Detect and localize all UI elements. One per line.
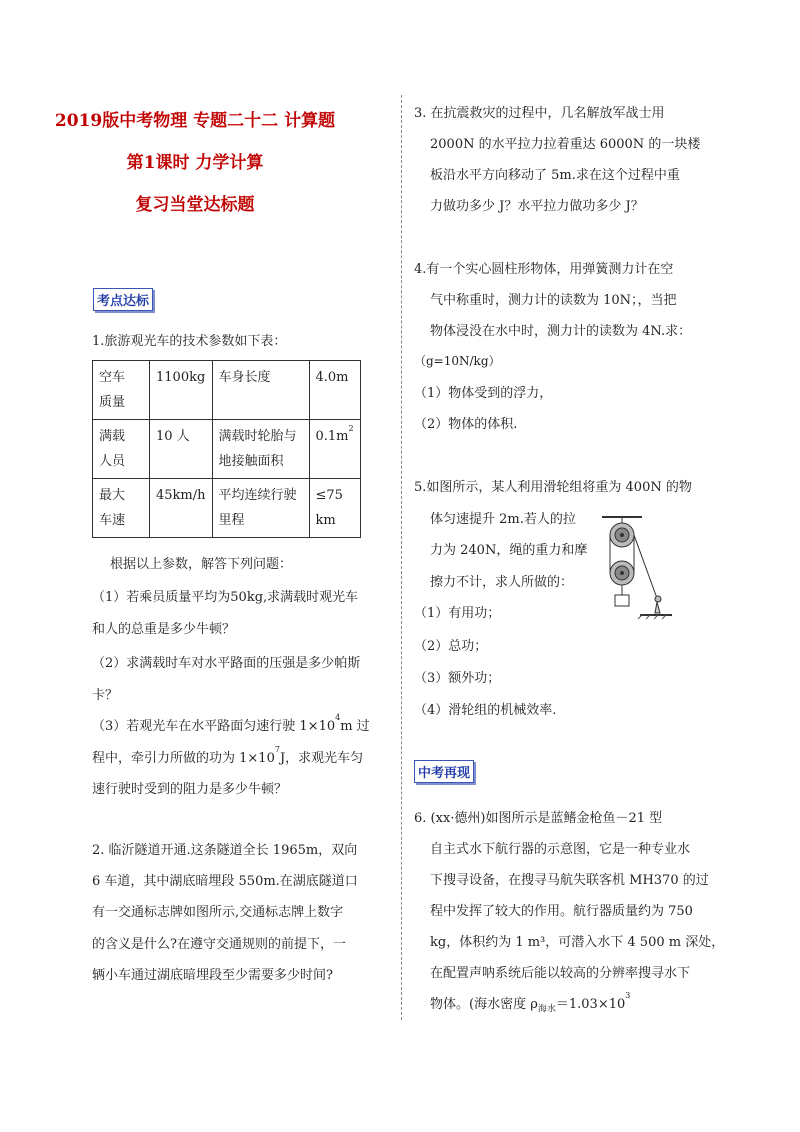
q4-line6: （2）物体的体积. bbox=[414, 417, 518, 432]
superscript: 4 bbox=[335, 713, 341, 722]
q2-line5: 辆小车通过湖底暗埋段至少需要多少时间? bbox=[92, 968, 333, 983]
q2-line2: 6 车道，其中湖底暗埋段 550m.在湖底隧道口 bbox=[92, 874, 358, 889]
page-title: 2019版中考物理 专题二十二 计算题 bbox=[54, 111, 336, 131]
q4-line3: 物体浸没在水中时，测力计的读数为 4N.求： bbox=[430, 324, 692, 339]
text: 物体。(海水密度 ρ bbox=[430, 997, 538, 1012]
q6-line2: 自主式水下航行器的示意图，它是一种专业水 bbox=[430, 842, 691, 857]
q3-line4: 力做功多少 J？水平拉力做功多少 J？ bbox=[430, 199, 644, 214]
text: （3）若观光车在水平路面匀速行驶 1×10 bbox=[92, 719, 336, 734]
q6-line4: 程中发挥了较大的作用。航行器质量约为 750 bbox=[430, 904, 693, 919]
table-cell bbox=[309, 420, 360, 479]
q4-line1: 4.有一个实心圆柱形物体，用弹簧测力计在空 bbox=[414, 262, 674, 277]
q2-line1: 2. 临沂隧道开通.这条隧道全长 1965m，双向 bbox=[92, 843, 358, 858]
section-tag-kaodian: 考点达标 bbox=[93, 288, 153, 311]
q1-part2-b: 卡？ bbox=[92, 688, 119, 703]
text: 程中，牵引力所做的功为 1×10 bbox=[92, 751, 275, 766]
table-row bbox=[93, 361, 361, 420]
section-tag-zhongkao: 中考再现 bbox=[414, 760, 474, 783]
subscript: 海水 bbox=[537, 1004, 556, 1015]
q1-part2-a: （2）求满载时车对水平路面的压强是多少帕斯 bbox=[92, 656, 361, 671]
table-cell: 车身长度 bbox=[212, 361, 309, 420]
table-cell: 满载时轮胎与 地接触面积 bbox=[212, 420, 309, 479]
table-row bbox=[93, 420, 361, 479]
superscript: 2 bbox=[348, 424, 354, 433]
q6-line6: 在配置声呐系统后能以较高的分辨率搜寻水下 bbox=[430, 966, 691, 981]
table-cell: 4.0m bbox=[309, 361, 360, 420]
superscript: 7 bbox=[274, 745, 280, 754]
table-row bbox=[93, 479, 361, 538]
text: ＝1.03×10 bbox=[555, 997, 626, 1012]
q5-line1: 5.如图所示，某人利用滑轮组将重为 400N 的物 bbox=[414, 480, 692, 495]
q1-part3-c: 速行驶时受到的阻力是多少牛顿？ bbox=[92, 782, 288, 797]
q5-line7: （3）额外功； bbox=[414, 671, 501, 686]
spec-table bbox=[92, 360, 361, 538]
q4-line5: （1）物体受到的浮力， bbox=[414, 386, 553, 401]
q6-line1: 6. (xx·德州)如图所示是蓝鳍金枪鱼－21 型 bbox=[414, 811, 663, 826]
table-cell: 1100kg bbox=[150, 361, 213, 420]
area-value: 0.1m bbox=[315, 429, 349, 444]
superscript: 3 bbox=[625, 991, 631, 1000]
q3-line1: 3. 在抗震救灾的过程中，几名解放军战士用 bbox=[414, 106, 665, 121]
page-subtitle: 第1课时 力学计算 bbox=[126, 153, 264, 173]
q5-line3: 力为 240N，绳的重力和摩 bbox=[430, 543, 588, 558]
q1-lead: 根据以上参数，解答下列问题： bbox=[110, 557, 293, 572]
q5-line4: 擦力不计，求人所做的： bbox=[430, 575, 574, 590]
pulley-system-figure bbox=[602, 515, 674, 623]
q4-line4: （g=10N/kg） bbox=[414, 354, 501, 368]
q2-line3: 有一交通标志牌如图所示,交通标志牌上数字 bbox=[92, 905, 344, 920]
q6-line5: kg，体积约为 1 m³，可潜入水下 4 500 m 深处， bbox=[430, 935, 725, 950]
q5-line5: （1）有用功； bbox=[414, 606, 501, 621]
table-cell: 平均连续行驶 里程 bbox=[212, 479, 309, 538]
page-subtitle-2: 复习当堂达标题 bbox=[135, 195, 255, 215]
table-cell: 10 人 bbox=[150, 420, 213, 479]
q3-line2: 2000N 的水平拉力拉着重达 6000N 的一块楼 bbox=[430, 137, 701, 152]
q1-intro: 1.旅游观光车的技术参数如下表： bbox=[92, 334, 287, 349]
q4-line2: 气中称重时，测力计的读数为 10N；，当把 bbox=[430, 293, 677, 308]
q2-line4: 的含义是什么?在遵守交通规则的前提下，一 bbox=[92, 937, 346, 952]
q6-line7 bbox=[430, 991, 630, 1024]
text: m 过 bbox=[340, 719, 370, 734]
table-cell: 满载 人员 bbox=[93, 420, 150, 479]
q5-line6: （2）总功； bbox=[414, 639, 488, 654]
table-cell: 45km/h bbox=[150, 479, 213, 538]
column-divider bbox=[401, 95, 402, 1020]
q1-part3-a bbox=[92, 713, 370, 740]
q5-line8: （4）滑轮组的机械效率. bbox=[414, 703, 557, 718]
q1-part1-b: 和人的总重是多少牛顿？ bbox=[92, 622, 236, 637]
text: J，求观光车匀 bbox=[279, 751, 364, 766]
q3-line3: 板沿水平方向移动了 5m.求在这个过程中重 bbox=[430, 168, 680, 183]
q5-line2: 体匀速提升 2m.若人的拉 bbox=[430, 512, 576, 527]
q1-part1-a: （1）若乘员质量平均为50kg,求满载时观光车 bbox=[92, 590, 359, 605]
table-cell: 空车 质量 bbox=[93, 361, 150, 420]
q6-line3: 下搜寻设备，在搜寻马航失联客机 MH370 的过 bbox=[430, 873, 709, 888]
table-cell: 最大 车速 bbox=[93, 479, 150, 538]
table-cell: ≤75 km bbox=[309, 479, 360, 538]
q1-part3-b bbox=[92, 745, 363, 772]
